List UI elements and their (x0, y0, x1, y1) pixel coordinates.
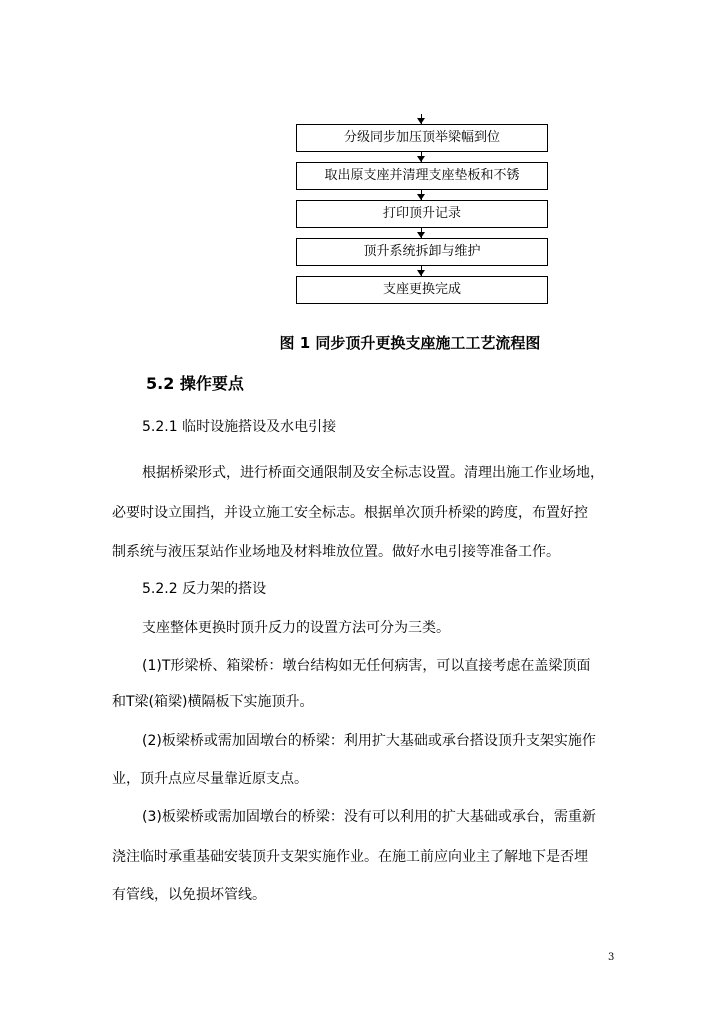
figure-caption: 图 1 同步顶升更换支座施工工艺流程图 (279, 334, 541, 352)
list-item-2-line: 业，顶升点应尽量靠近原支点。 (112, 771, 308, 787)
page-number: 3 (608, 952, 615, 963)
flow-step-2: 取出原支座并清理支座垫板和不锈 (296, 162, 548, 190)
flow-step-5: 支座更换完成 (296, 276, 548, 304)
list-item-3-line: (3)板梁桥或需加固墩台的桥梁：没有可以利用的扩大基础或承台，需重新 (142, 809, 596, 825)
flow-step-4: 顶升系统拆卸与维护 (296, 238, 548, 266)
subsection-title-5-2-1: 5.2.1 临时设施搭设及水电引接 (142, 419, 337, 435)
flow-arrow-5 (417, 266, 426, 276)
subsection-title-5-2-2: 5.2.2 反力架的搭设 (142, 581, 267, 597)
list-item-2-line: (2)板梁桥或需加固墩台的桥梁：利用扩大基础或承台搭设顶升支架实施作 (142, 733, 596, 749)
list-item-1-line: 和T梁(箱梁)横隔板下实施顶升。 (112, 694, 314, 710)
paragraph-line: 制系统与液压泵站作业场地及材料堆放位置。做好水电引接等准备工作。 (112, 544, 560, 560)
flow-arrow-1 (417, 114, 426, 124)
paragraph-line: 支座整体更换时顶升反力的设置方法可分为三类。 (142, 620, 450, 636)
paragraph-line: 必要时设立围挡，并设立施工安全标志。根据单次顶升桥梁的跨度，布置好控 (112, 505, 588, 521)
flow-arrow-3 (417, 190, 426, 200)
flow-step-1: 分级同步加压顶举梁幅到位 (296, 124, 548, 152)
list-item-3-line: 有管线，以免损坏管线。 (112, 887, 266, 903)
process-flowchart (0, 0, 724, 320)
flow-arrow-2 (417, 152, 426, 162)
flow-step-3: 打印顶升记录 (296, 200, 548, 228)
list-item-3-line: 浇注临时承重基础安装顶升支架实施作业。在施工前应向业主了解地下是否埋 (112, 849, 588, 865)
section-heading: 5.2 操作要点 (146, 374, 244, 393)
paragraph-line: 根据桥梁形式，进行桥面交通限制及安全标志设置。清理出施工作业场地， (142, 465, 604, 481)
flow-arrow-4 (417, 228, 426, 238)
list-item-1-line: (1)T形梁桥、箱梁桥：墩台结构如无任何病害，可以直接考虑在盖梁顶面 (142, 658, 591, 674)
